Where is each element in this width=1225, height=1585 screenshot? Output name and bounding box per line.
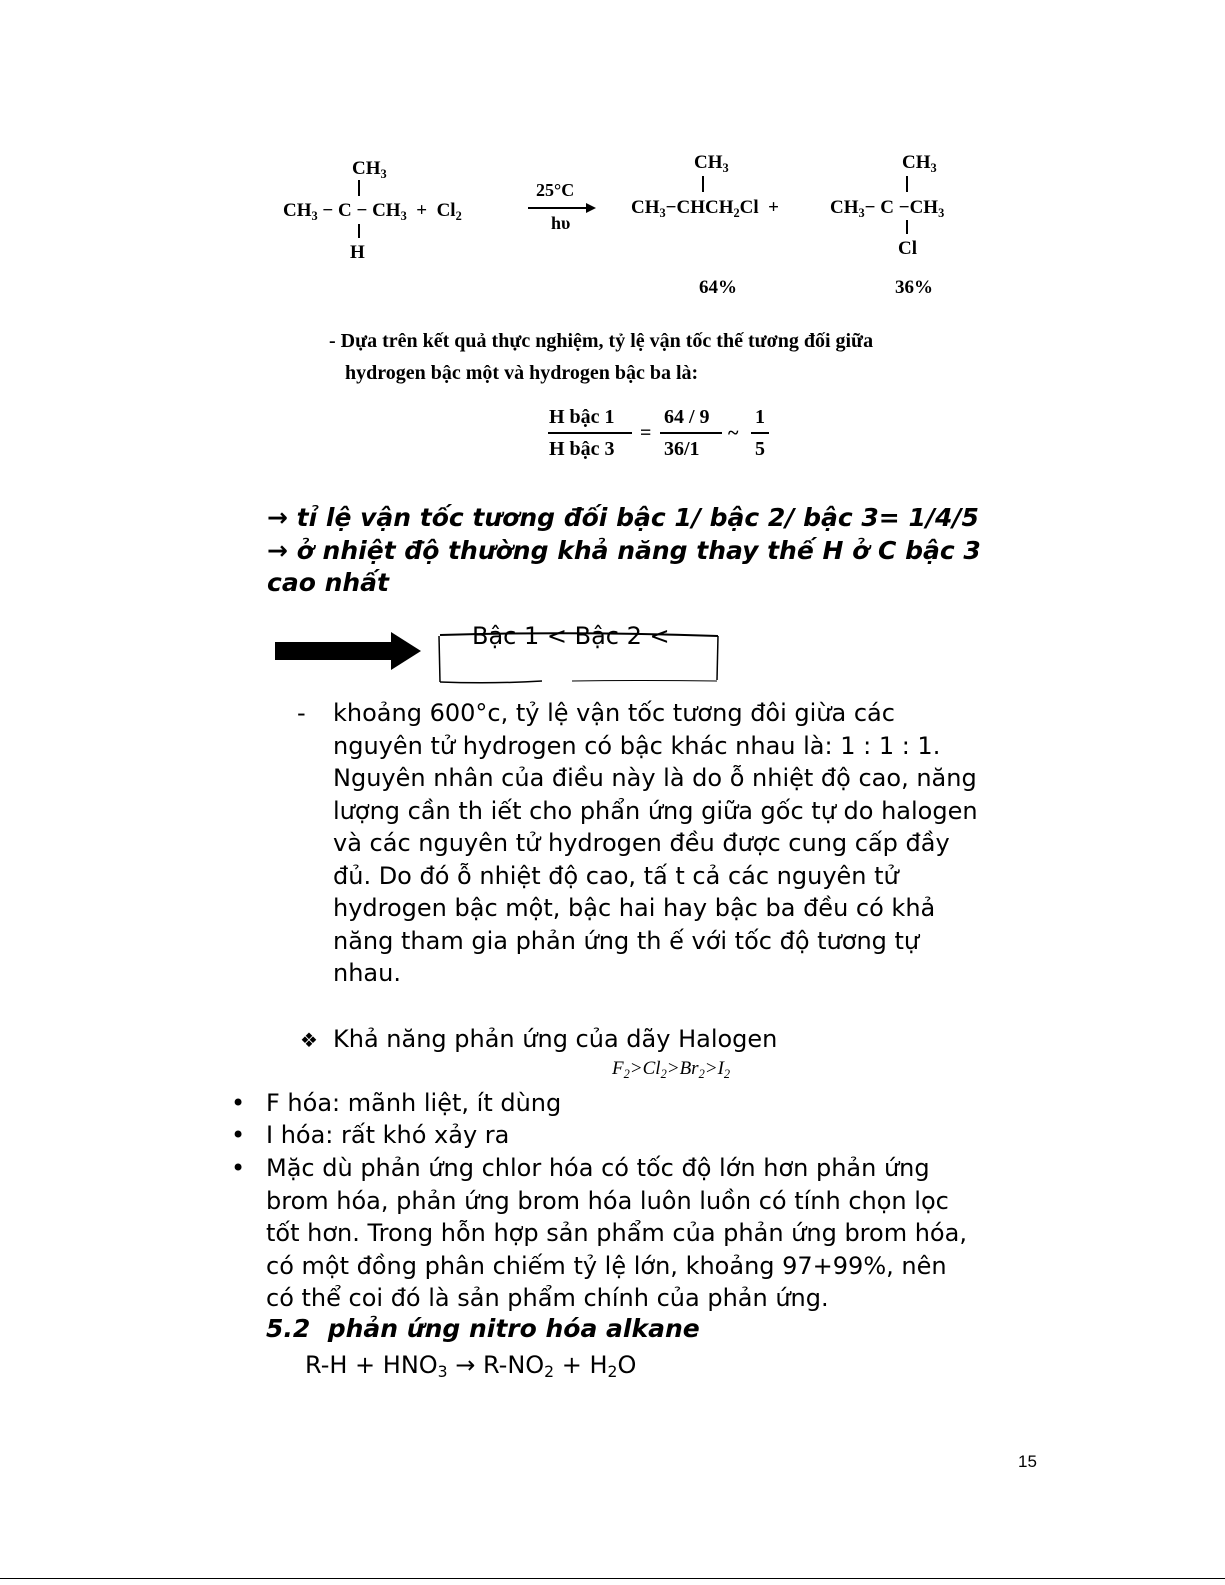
fraction-bar: [660, 432, 722, 434]
equals-sign: =: [640, 422, 652, 444]
page-bottom-rule: [0, 1578, 1225, 1579]
product1-methyl-top: $CH_3$: [694, 152, 729, 175]
paragraph-line: tốt hơn. Trong hỗn hợp sản phẩm của phản ứng brom hóa,: [266, 1219, 967, 1247]
bond-vertical: [906, 220, 908, 234]
paragraph-line: và các nguyên tử hydrogen đều được cung cấp đầy: [333, 829, 950, 857]
fraction1-denominator: H bậc 3: [549, 438, 615, 460]
section-number: 5.2: [266, 1314, 311, 1343]
scan-note-line2: hydrogen bậc một và hydrogen bậc ba là:: [345, 362, 699, 384]
bullet-item-fluorination: F hóa: mãnh liệt, ít dùng: [266, 1089, 562, 1117]
bullet-icon: •: [231, 1089, 246, 1117]
paragraph-line: Nguyên nhân của điều này là do ỗ nhiệt độ cao, năng: [333, 764, 977, 792]
paragraph-line: năng tham gia phản ứng th ế với tốc độ tương tự: [333, 926, 920, 955]
reactant-hydrogen: H: [350, 242, 365, 263]
paragraph-line: đủ. Do đó ỗ nhiệt độ cao, tấ t cả các nguyên tử: [333, 861, 899, 890]
bond-vertical: [702, 176, 704, 192]
product1-main-chain: $CH_3-CHCH_2Cl$ +: [631, 197, 779, 220]
paragraph-line: nguyên tử hydrogen có bậc khác nhau là: 1 : 1 : 1.: [333, 731, 941, 760]
yield-product1: 64%: [699, 277, 737, 298]
arrow-condition-light: hυ: [551, 213, 571, 233]
section-title: phản ứng nitro hóa alkane: [327, 1314, 700, 1343]
paragraph-line: nhau.: [333, 959, 401, 987]
fraction3-numerator: 1: [755, 406, 765, 428]
conclusion-block: [267, 502, 981, 600]
product2-main-chain: $CH_3- C -CH_3$: [830, 197, 945, 220]
scan-note-line1: - Dựa trên kết quả thực nghiệm, tỷ lệ vận tốc thế tương đối giữa: [329, 330, 874, 352]
product2-methyl-top: $CH_3$: [902, 152, 937, 175]
conclusion-line: → tỉ lệ vận tốc tương đối bậc 1/ bậc 2/ bậc 3= 1/4/5: [267, 503, 979, 532]
fraction2-numerator: 64 / 9: [664, 406, 710, 428]
approx-sign: ~: [728, 422, 739, 444]
conclusion-line: cao nhất: [267, 568, 389, 597]
order-box-text: Bậc 1 < Bậc 2 <: [472, 622, 670, 650]
halogen-series: $F_2>Cl_2>Br_2>I_2$: [612, 1058, 731, 1081]
fraction-bar: [751, 432, 769, 434]
high-temp-paragraph: [333, 697, 978, 990]
paragraph-line: khoảng 600°c, tỷ lệ vận tốc tương đôi giừa các: [333, 699, 895, 727]
diamond-bullet-icon: ❖: [300, 1028, 318, 1052]
bond-vertical: [358, 224, 360, 238]
bullet-icon: •: [231, 1154, 246, 1182]
nitration-equation: $R-H + HNO_3 \to R-NO_2 + H_2O$: [305, 1351, 637, 1381]
bond-vertical: [906, 176, 908, 192]
reactant-main-chain: $CH_3 - C - CH_3 + Cl_2$: [283, 200, 462, 223]
fraction2-denominator: 36/1: [664, 438, 700, 460]
bullet-item-selectivity: [266, 1152, 967, 1315]
bullet-item-iodination: I hóa: rất khó xảy ra: [266, 1121, 510, 1149]
paragraph-line: brom hóa, phản ứng brom hóa luôn luồn có tính chọn lọc: [266, 1186, 949, 1215]
thick-arrow-icon: [275, 630, 425, 672]
fraction3-denominator: 5: [755, 438, 765, 460]
fraction-bar: [548, 432, 632, 434]
reactant-methyl-top: $CH_3$: [352, 158, 387, 181]
paragraph-line: Mặc dù phản ứng chlor hóa có tốc độ lớn hơn phản ứng: [266, 1154, 930, 1182]
section-heading: [266, 1314, 700, 1343]
list-dash: -: [297, 699, 306, 727]
fraction1-numerator: H bậc 1: [549, 406, 615, 428]
page-number: 15: [1018, 1452, 1037, 1471]
yield-product2: 36%: [895, 277, 933, 298]
bond-vertical: [358, 180, 360, 196]
product2-chlorine: Cl: [898, 238, 917, 259]
paragraph-line: hydrogen bậc một, bậc hai hay bậc ba đều có khả: [333, 894, 936, 922]
conclusion-line: → ở nhiệt độ thường khả năng thay thế H ở C bậc 3: [267, 535, 981, 565]
halogen-heading: Khả năng phản ứng của dãy Halogen: [333, 1025, 778, 1053]
paragraph-line: có một đồng phân chiếm tỷ lệ lớn, khoảng 97+99%, nên: [266, 1251, 947, 1280]
arrow-condition-temp: 25°C: [536, 180, 575, 200]
paragraph-line: lượng cần th iết cho phẩn ứng giữa gốc tự do halogen: [333, 796, 978, 825]
bullet-icon: •: [231, 1121, 246, 1149]
paragraph-line: có thể coi đó là sản phẩm chính của phản ứng.: [266, 1284, 829, 1312]
